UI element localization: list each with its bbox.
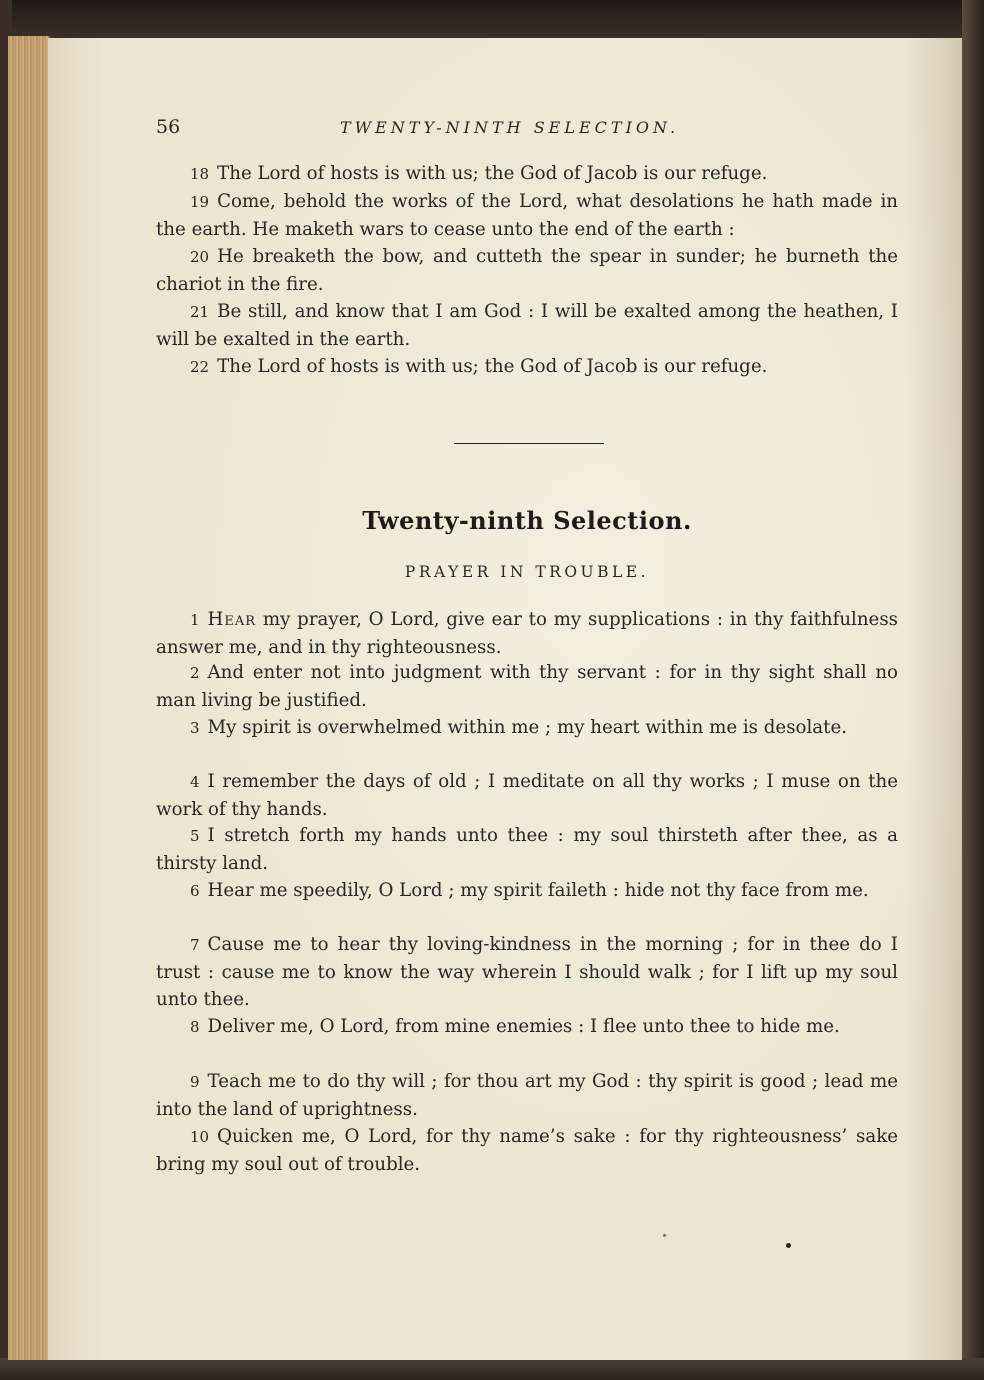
verse-text: Teach me to do thy will ; for thou art my God : thy spirit is good ; lead me into the land of uprightness. bbox=[156, 1071, 898, 1120]
section-divider bbox=[454, 443, 604, 444]
verse-number: 3 bbox=[190, 719, 200, 737]
verse-number: 8 bbox=[190, 1018, 200, 1036]
verse-text: Be still, and know that I am God : I will be exalted among the heathen, I will be exalted in the earth. bbox=[156, 301, 898, 350]
selection-subtitle: PRAYER IN TROUBLE. bbox=[404, 563, 650, 581]
verse-1 bbox=[156, 606, 898, 661]
running-head bbox=[156, 116, 896, 140]
verse-10 bbox=[156, 1123, 898, 1178]
running-head-title: TWENTY-NINTH SELECTION. bbox=[340, 118, 680, 137]
verse-number: 19 bbox=[190, 193, 210, 211]
verse-number: 18 bbox=[190, 165, 210, 183]
verse-21 bbox=[156, 298, 898, 353]
verse-6 bbox=[156, 877, 898, 905]
verse-text: Quicken me, O Lord, for thy name’s sake : for thy righteousness’ sake bring my soul out of trouble. bbox=[156, 1126, 898, 1175]
verse-number: 20 bbox=[190, 248, 210, 266]
book-cover-right bbox=[962, 0, 984, 1380]
verse-22 bbox=[156, 353, 898, 381]
verse-number: 2 bbox=[190, 664, 200, 682]
verse-2 bbox=[156, 659, 898, 714]
verse-text: Cause me to hear thy loving-kindness in the morning ; for in thee do I trust : cause me to know the way wherein I should walk ; for I lift up my soul unto thee. bbox=[156, 934, 898, 1010]
page-edges bbox=[8, 36, 50, 1360]
verse-text: And enter not into judgment with thy servant : for in thy sight shall no man living be justified. bbox=[156, 662, 898, 711]
verse-9 bbox=[156, 1068, 898, 1123]
verse-number: 9 bbox=[190, 1073, 200, 1091]
book-cover-bottom bbox=[0, 1358, 984, 1380]
verse-text: Come, behold the works of the Lord, what desolations he hath made in the earth. He maketh wars to cease unto the end of the earth : bbox=[156, 191, 898, 240]
verse-text: I stretch forth my hands unto thee : my soul thirsteth after thee, as a thirsty land. bbox=[156, 825, 898, 874]
verse-lead-word: Hear bbox=[207, 609, 257, 630]
ink-speck bbox=[663, 1234, 666, 1237]
verse-number: 21 bbox=[190, 303, 210, 321]
verse-text: I remember the days of old ; I meditate on all thy works ; I muse on the work of thy hands. bbox=[156, 771, 898, 820]
verse-4 bbox=[156, 768, 898, 823]
verse-20 bbox=[156, 243, 898, 298]
verse-number: 22 bbox=[190, 358, 210, 376]
verse-text: The Lord of hosts is with us; the God of Jacob is our refuge. bbox=[217, 163, 768, 184]
verse-text: He breaketh the bow, and cutteth the spear in sunder; he burneth the chariot in the fire. bbox=[156, 246, 898, 295]
verse-text: my prayer, O Lord, give ear to my supplications : in thy faithfulness answer me, and in thy righteousness. bbox=[156, 609, 898, 658]
verse-7 bbox=[156, 931, 898, 1013]
verse-number: 7 bbox=[190, 936, 200, 954]
verse-number: 4 bbox=[190, 773, 200, 791]
verse-number: 5 bbox=[190, 827, 200, 845]
selection-heading: Twenty-ninth Selection. bbox=[362, 506, 692, 535]
verse-text: Deliver me, O Lord, from mine enemies : I flee unto thee to hide me. bbox=[207, 1016, 840, 1037]
verse-number: 10 bbox=[190, 1128, 210, 1146]
verse-text: Hear me speedily, O Lord ; my spirit faileth : hide not thy face from me. bbox=[207, 880, 869, 901]
verse-number: 6 bbox=[190, 882, 200, 900]
verse-text: My spirit is overwhelmed within me ; my heart within me is desolate. bbox=[207, 717, 847, 738]
verse-number: 1 bbox=[190, 611, 200, 629]
ink-speck bbox=[786, 1243, 791, 1248]
verse-text: The Lord of hosts is with us; the God of Jacob is our refuge. bbox=[217, 356, 768, 377]
verse-18 bbox=[156, 160, 898, 188]
page-number: 56 bbox=[156, 116, 181, 138]
verse-8 bbox=[156, 1013, 898, 1041]
verse-5 bbox=[156, 822, 898, 877]
verse-19 bbox=[156, 188, 898, 243]
book-cover-top bbox=[0, 0, 984, 40]
verse-3 bbox=[156, 714, 898, 742]
